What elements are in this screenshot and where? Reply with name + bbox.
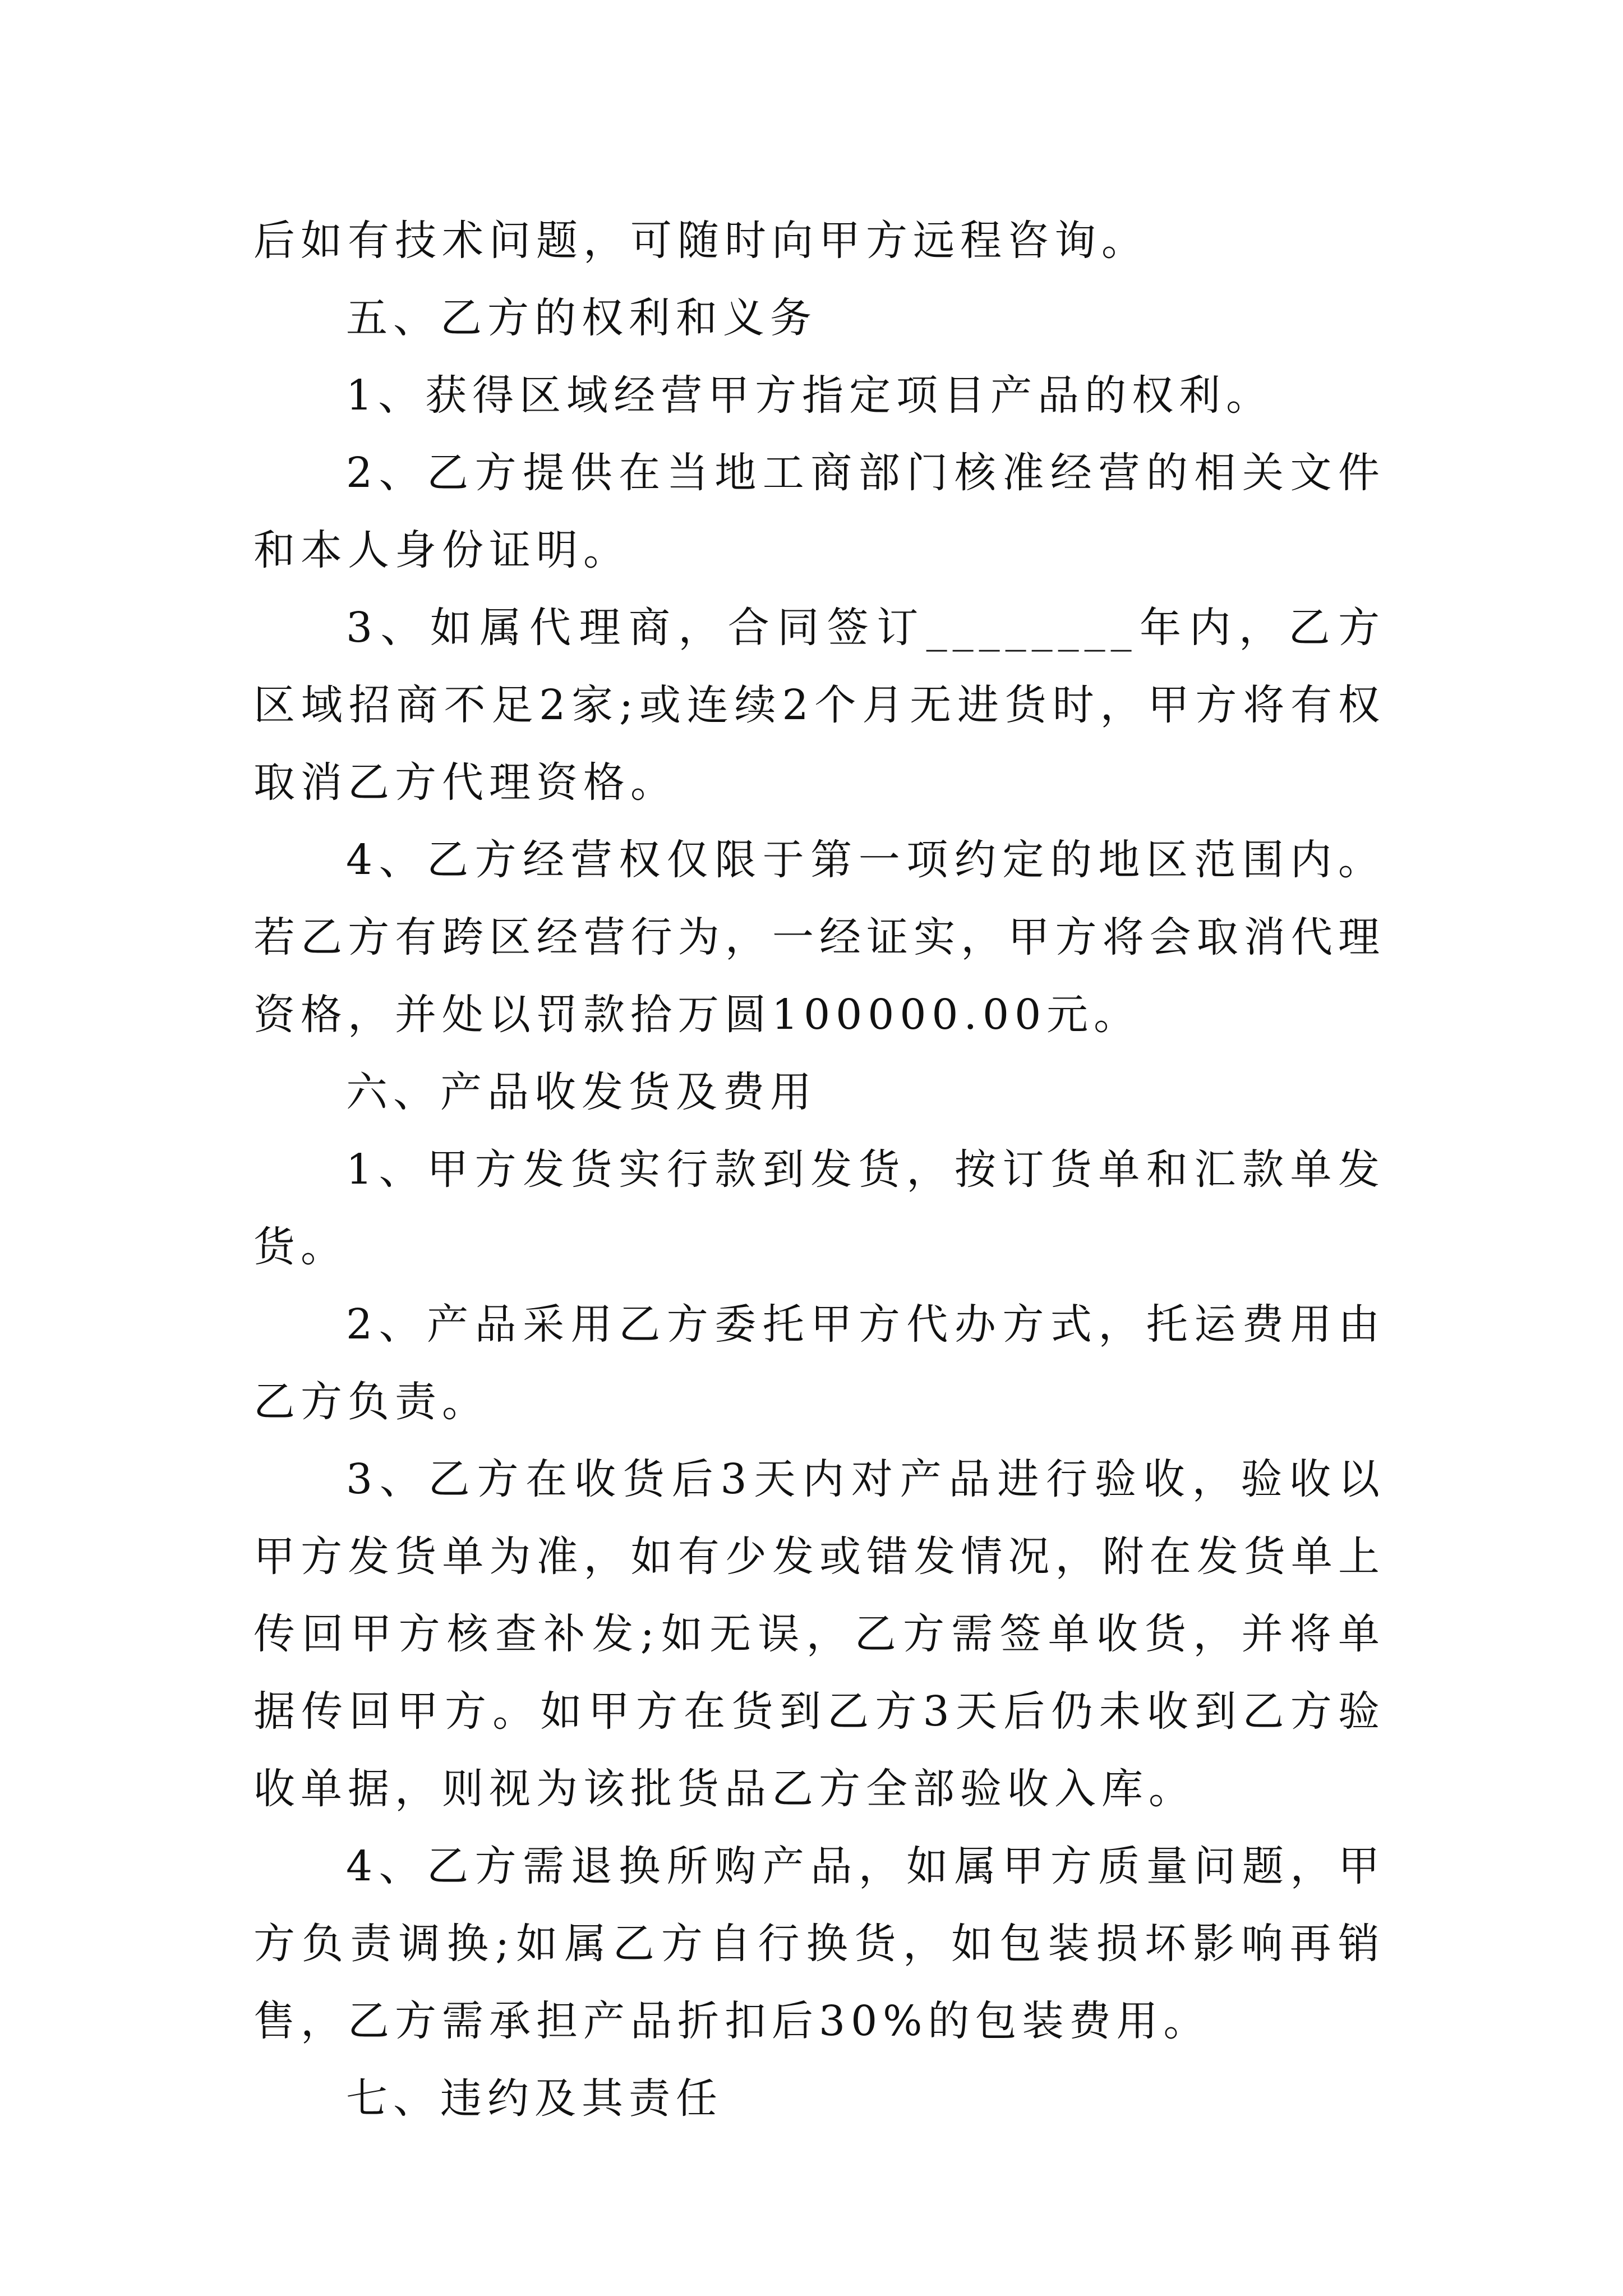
clause-6-2: 2、产品采用乙方委托甲方代办方式，托运费用由乙方负责。 (253, 1300, 1385, 1426)
clause-5-1: 1、获得区域经营甲方指定项目产品的权利。 (346, 371, 1274, 420)
section-heading-shipping-and-fees: 六、产品收发货及费用 (346, 1068, 817, 1116)
clause-6-4: 4、乙方需退换所购产品，如属甲方质量问题，甲方负责调换;如属乙方自行换货，如包装损坏影响再销售，乙方需承担产品折扣后30%的包装费用。 (253, 1842, 1385, 2045)
clause-5-3: 3、如属代理商，合同签订________年内，乙方区域招商不足2家;或连续2个月无进货时，甲方将有权取消乙方代理资格。 (253, 604, 1385, 807)
clause-6-1: 1、甲方发货实行款到发货，按订货单和汇款单发货。 (253, 1145, 1385, 1271)
clause-6-3: 3、乙方在收货后3天内对产品进行验收，验收以甲方发货单为准，如有少发或错发情况，附在发货单上传回甲方核查补发;如无误，乙方需签单收货，并将单据传回甲方。如甲方在货到乙方3天后仍未收到乙方验收单据，则视为该批货品乙方全部验收入库。 (253, 1455, 1385, 1813)
section-heading-party-b-rights: 五、乙方的权利和义务 (346, 294, 817, 342)
document-body (253, 202, 1385, 2137)
section-heading-breach-and-liability: 七、违约及其责任 (346, 2074, 723, 2123)
clause-5-4: 4、乙方经营权仅限于第一项约定的地区范围内。若乙方有跨区经营行为，一经证实，甲方将会取消代理资格，并处以罚款拾万圆100000.00元。 (253, 836, 1385, 1039)
paragraph-continuation: 后如有技术问题，可随时向甲方远程咨询。 (253, 217, 1149, 265)
clause-5-2: 2、乙方提供在当地工商部门核准经营的相关文件和本人身份证明。 (253, 449, 1385, 574)
